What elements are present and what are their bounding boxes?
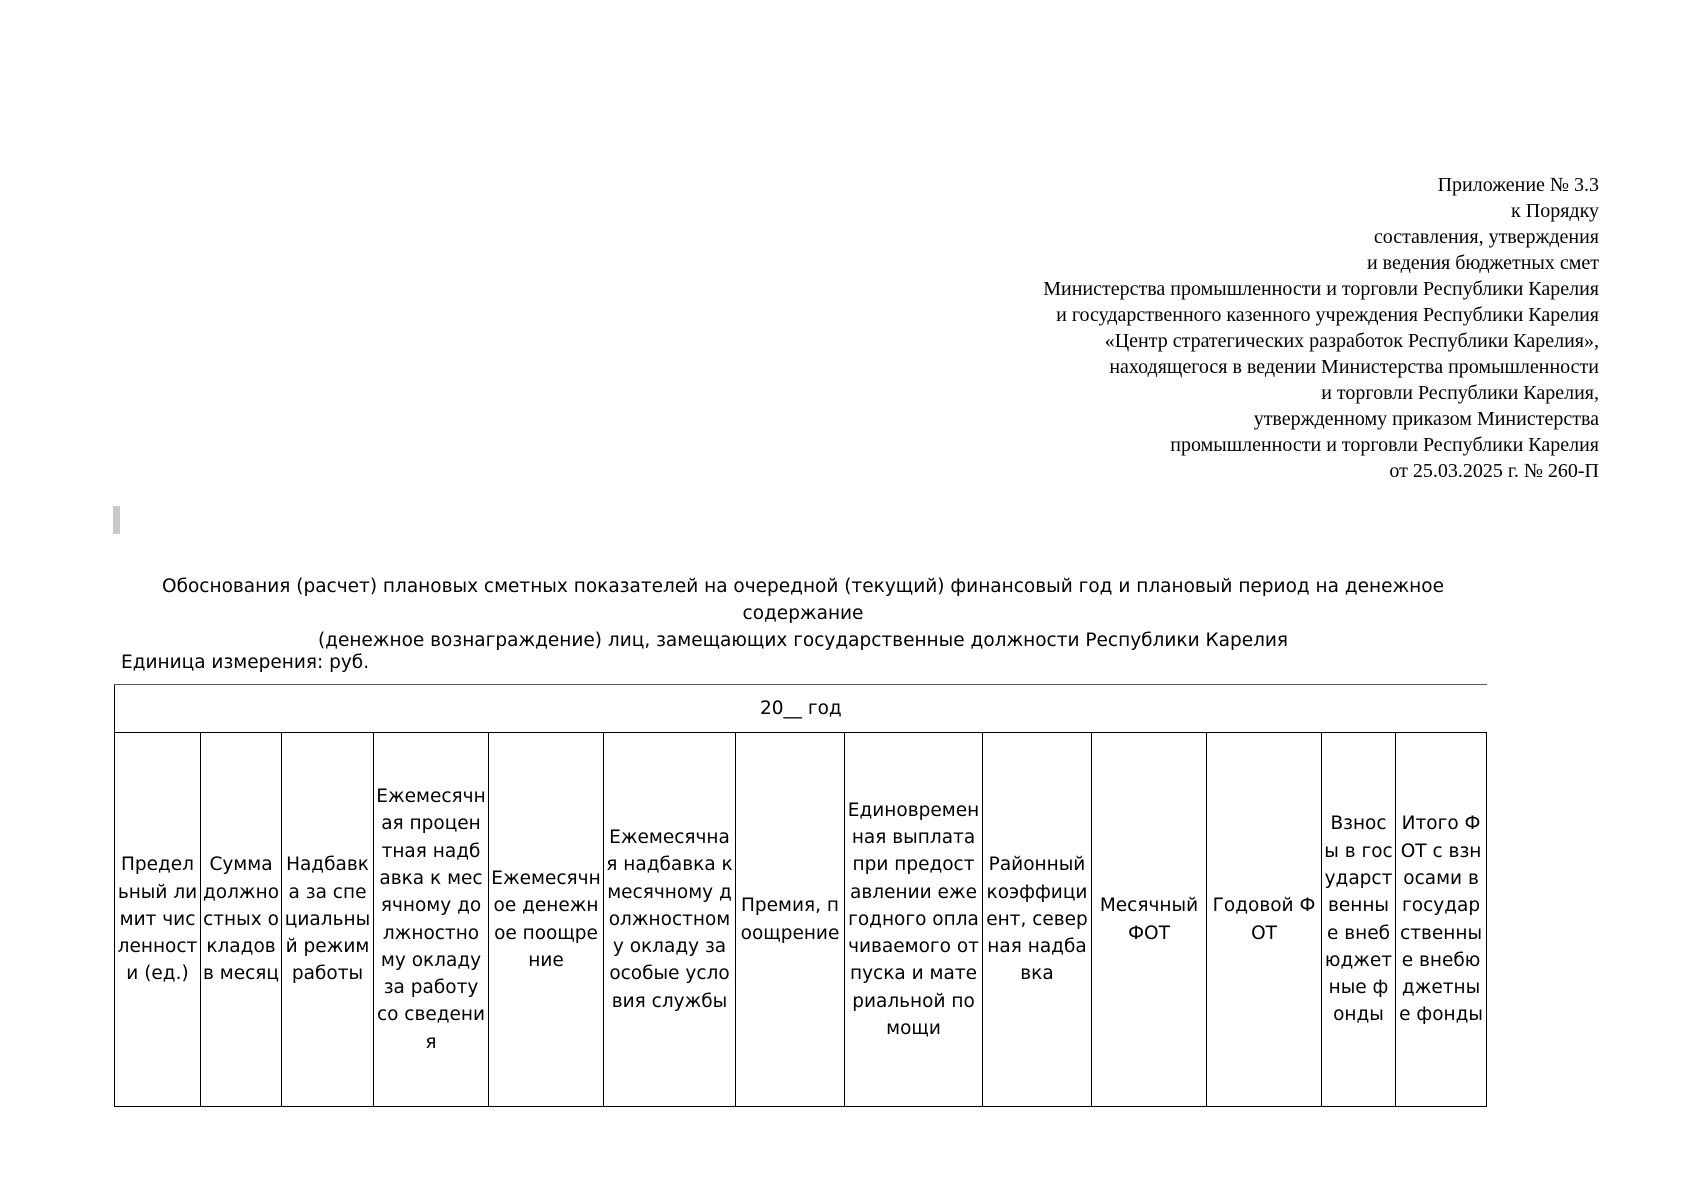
column-header-special-regime-allowance: Надбавка за специальный режим работы — [282, 733, 374, 1107]
calculation-table — [114, 684, 1487, 1107]
table-year-row — [115, 685, 1487, 733]
appendix-line: составления, утверждения — [1373, 226, 1599, 248]
year-header-cell: 20__ год — [115, 685, 1487, 733]
title-line: Обоснования (расчет) плановых сметных показателей на очередной (текущий) финансовый год и плановый период на денежное содержание — [162, 576, 1444, 624]
appendix-line: «Центр стратегических разработок Республики Карелия», — [1104, 330, 1599, 352]
title-line: (денежное вознаграждение) лиц, замещающих государственные должности Республики Карелия — [317, 630, 1289, 651]
appendix-header — [899, 172, 1599, 484]
appendix-line: и торговли Республики Карелия, — [1321, 382, 1599, 404]
appendix-line: Министерства промышленности и торговли Республики Карелия — [1043, 278, 1599, 300]
column-header-special-conditions-allowance: Ежемесячная надбавка к месячному должностному окладу за особые условия службы — [604, 733, 736, 1107]
text-cursor-marker — [113, 506, 120, 534]
appendix-line: от 25.03.2025 г. № 260-П — [1389, 460, 1599, 482]
appendix-line: и государственного казенного учреждения Республики Карелия — [1056, 304, 1599, 326]
appendix-line: и ведения бюджетных смет — [1366, 252, 1599, 274]
column-header-vacation-payment: Единовременная выплата при предоставлении ежегодного оплачиваемого отпуска и материальной помощи — [845, 733, 983, 1107]
column-header-staff-limit: Предельный лимит численности (ед.) — [115, 733, 201, 1107]
column-header-annual-payroll: Годовой ФОТ — [1207, 733, 1322, 1107]
appendix-line: находящегося в ведении Министерства промышленности — [1109, 356, 1599, 378]
column-header-secrecy-allowance: Ежемесячная процентная надбавка к месячному должностному окладу за работу со сведения — [374, 733, 489, 1107]
column-header-total-payroll: Итого ФОТ с взносами в государственные внебюджетные фонды — [1396, 733, 1487, 1107]
column-header-fund-contributions: Взносы в государственные внебюджетные фонды — [1322, 733, 1396, 1107]
document-title — [113, 573, 1493, 654]
column-header-monthly-payroll: Месячный ФОТ — [1092, 733, 1207, 1107]
column-header-salary-sum: Сумма должностных окладов в месяц — [201, 733, 282, 1107]
appendix-line: к Порядку — [1511, 200, 1599, 222]
appendix-line: утвержденному приказом Министерства — [1253, 408, 1599, 430]
appendix-line: промышленности и торговли Республики Карелия — [1170, 434, 1599, 456]
column-header-regional-coefficient: Районный коэффициент, северная надбавка — [983, 733, 1092, 1107]
column-header-bonus: Премия, поощрение — [736, 733, 845, 1107]
unit-of-measure: Единица измерения: руб. — [121, 652, 370, 673]
table-header-row — [115, 733, 1487, 1107]
appendix-line: Приложение № 3.3 — [1437, 174, 1599, 196]
column-header-monthly-incentive: Ежемесячное денежное поощрение — [489, 733, 604, 1107]
